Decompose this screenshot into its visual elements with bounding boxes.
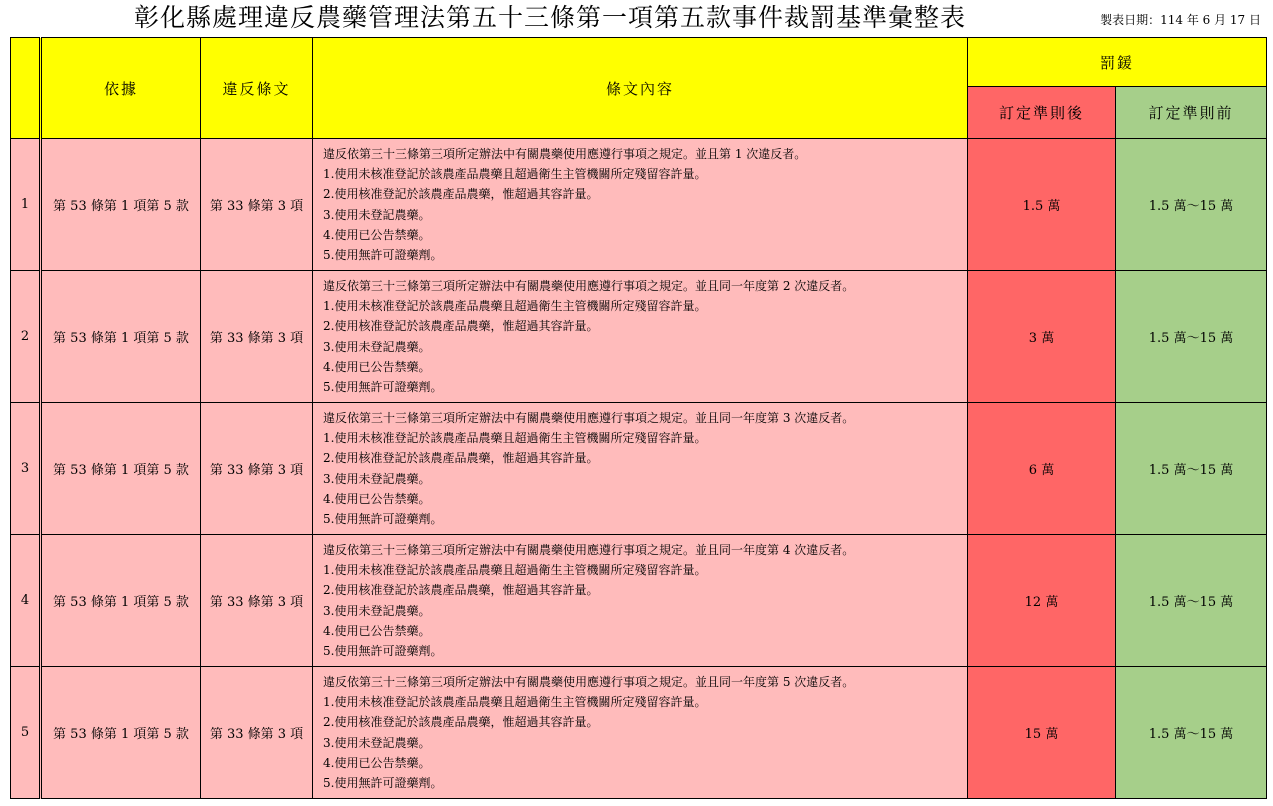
header-violation-article: 違反條文 <box>201 38 313 139</box>
fine-after-rules: 6 萬 <box>968 403 1116 535</box>
row-basis: 第 53 條第 1 項第 5 款 <box>41 139 201 271</box>
content-item: 5.使用無許可證藥劑。 <box>323 247 443 262</box>
table-row <box>11 535 1267 667</box>
row-content <box>313 667 968 799</box>
row-violation-article: 第 33 條第 3 項 <box>201 535 313 667</box>
row-number: 1 <box>11 139 41 271</box>
fine-before-rules: 1.5 萬～15 萬 <box>1116 667 1267 799</box>
content-item: 5.使用無許可證藥劑。 <box>323 511 443 526</box>
content-item: 1.使用未核准登記於該農產品農藥且超過衛生主管機關所定殘留容許量。 <box>323 431 707 446</box>
content-item: 4.使用已公告禁藥。 <box>323 491 431 506</box>
row-content <box>313 535 968 667</box>
content-item: 2.使用核准登記於該農產品農藥，惟超過其容許量。 <box>323 715 599 730</box>
row-number: 3 <box>11 403 41 535</box>
content-item: 1.使用未核准登記於該農產品農藥且超過衛生主管機關所定殘留容許量。 <box>323 299 707 314</box>
row-violation-article: 第 33 條第 3 項 <box>201 403 313 535</box>
content-item: 2.使用核准登記於該農產品農藥，惟超過其容許量。 <box>323 319 599 334</box>
row-violation-article: 第 33 條第 3 項 <box>201 271 313 403</box>
document-title: 彰化縣處理違反農藥管理法第五十三條第一項第五款事件裁罰基準彙整表 <box>133 3 966 32</box>
table-row <box>11 667 1267 799</box>
table-body <box>11 139 1267 799</box>
content-item: 4.使用已公告禁藥。 <box>323 623 431 638</box>
row-content <box>313 403 968 535</box>
content-description: 違反依第三十三條第三項所定辦法中有關農藥使用應遵行事項之規定。並且同一年度第 3 次違反者。 <box>323 410 855 425</box>
content-item: 2.使用核准登記於該農產品農藥，惟超過其容許量。 <box>323 451 599 466</box>
header-before-rules: 訂定準則前 <box>1116 87 1267 139</box>
fine-before-rules: 1.5 萬～15 萬 <box>1116 535 1267 667</box>
content-item: 5.使用無許可證藥劑。 <box>323 379 443 394</box>
row-violation-article: 第 33 條第 3 項 <box>201 667 313 799</box>
fine-after-rules: 15 萬 <box>968 667 1116 799</box>
row-number: 2 <box>11 271 41 403</box>
content-item: 2.使用核准登記於該農產品農藥，惟超過其容許量。 <box>323 583 599 598</box>
content-item: 3.使用未登記農藥。 <box>323 471 431 486</box>
creation-date: 製表日期：114 年 6 月 17 日 <box>1100 13 1261 27</box>
content-item: 1.使用未核准登記於該農產品農藥且超過衛生主管機關所定殘留容許量。 <box>323 695 707 710</box>
header-content: 條文內容 <box>313 38 968 139</box>
content-item: 3.使用未登記農藥。 <box>323 735 431 750</box>
row-content <box>313 139 968 271</box>
content-item: 3.使用未登記農藥。 <box>323 339 431 354</box>
table-row <box>11 271 1267 403</box>
content-item: 2.使用核准登記於該農產品農藥，惟超過其容許量。 <box>323 187 599 202</box>
row-number: 4 <box>11 535 41 667</box>
content-item: 5.使用無許可證藥劑。 <box>323 775 443 790</box>
table-row <box>11 139 1267 271</box>
row-basis: 第 53 條第 1 項第 5 款 <box>41 403 201 535</box>
content-item: 4.使用已公告禁藥。 <box>323 755 431 770</box>
header-basis: 依據 <box>41 38 201 139</box>
content-description: 違反依第三十三條第三項所定辦法中有關農藥使用應遵行事項之規定。並且同一年度第 5 次違反者。 <box>323 674 855 689</box>
content-item: 1.使用未核准登記於該農產品農藥且超過衛生主管機關所定殘留容許量。 <box>323 563 707 578</box>
content-item: 3.使用未登記農藥。 <box>323 603 431 618</box>
content-description: 違反依第三十三條第三項所定辦法中有關農藥使用應遵行事項之規定。並且第 1 次違反者。 <box>323 146 807 161</box>
fine-after-rules: 12 萬 <box>968 535 1116 667</box>
content-description: 違反依第三十三條第三項所定辦法中有關農藥使用應遵行事項之規定。並且同一年度第 4 次違反者。 <box>323 542 855 557</box>
header-number <box>11 38 41 139</box>
row-basis: 第 53 條第 1 項第 5 款 <box>41 667 201 799</box>
header-after-rules: 訂定準則後 <box>968 87 1116 139</box>
content-description: 違反依第三十三條第三項所定辦法中有關農藥使用應遵行事項之規定。並且同一年度第 2 次違反者。 <box>323 278 855 293</box>
row-number: 5 <box>11 667 41 799</box>
row-basis: 第 53 條第 1 項第 5 款 <box>41 535 201 667</box>
content-item: 3.使用未登記農藥。 <box>323 207 431 222</box>
fine-before-rules: 1.5 萬～15 萬 <box>1116 139 1267 271</box>
content-item: 4.使用已公告禁藥。 <box>323 359 431 374</box>
table-row <box>11 403 1267 535</box>
fine-before-rules: 1.5 萬～15 萬 <box>1116 271 1267 403</box>
content-item: 4.使用已公告禁藥。 <box>323 227 431 242</box>
row-basis: 第 53 條第 1 項第 5 款 <box>41 271 201 403</box>
fine-after-rules: 1.5 萬 <box>968 139 1116 271</box>
header-fine: 罰鍰 <box>968 38 1267 87</box>
content-item: 1.使用未核准登記於該農產品農藥且超過衛生主管機關所定殘留容許量。 <box>323 167 707 182</box>
fine-after-rules: 3 萬 <box>968 271 1116 403</box>
row-violation-article: 第 33 條第 3 項 <box>201 139 313 271</box>
row-content <box>313 271 968 403</box>
content-item: 5.使用無許可證藥劑。 <box>323 643 443 658</box>
fine-before-rules: 1.5 萬～15 萬 <box>1116 403 1267 535</box>
penalty-table <box>10 37 1267 799</box>
